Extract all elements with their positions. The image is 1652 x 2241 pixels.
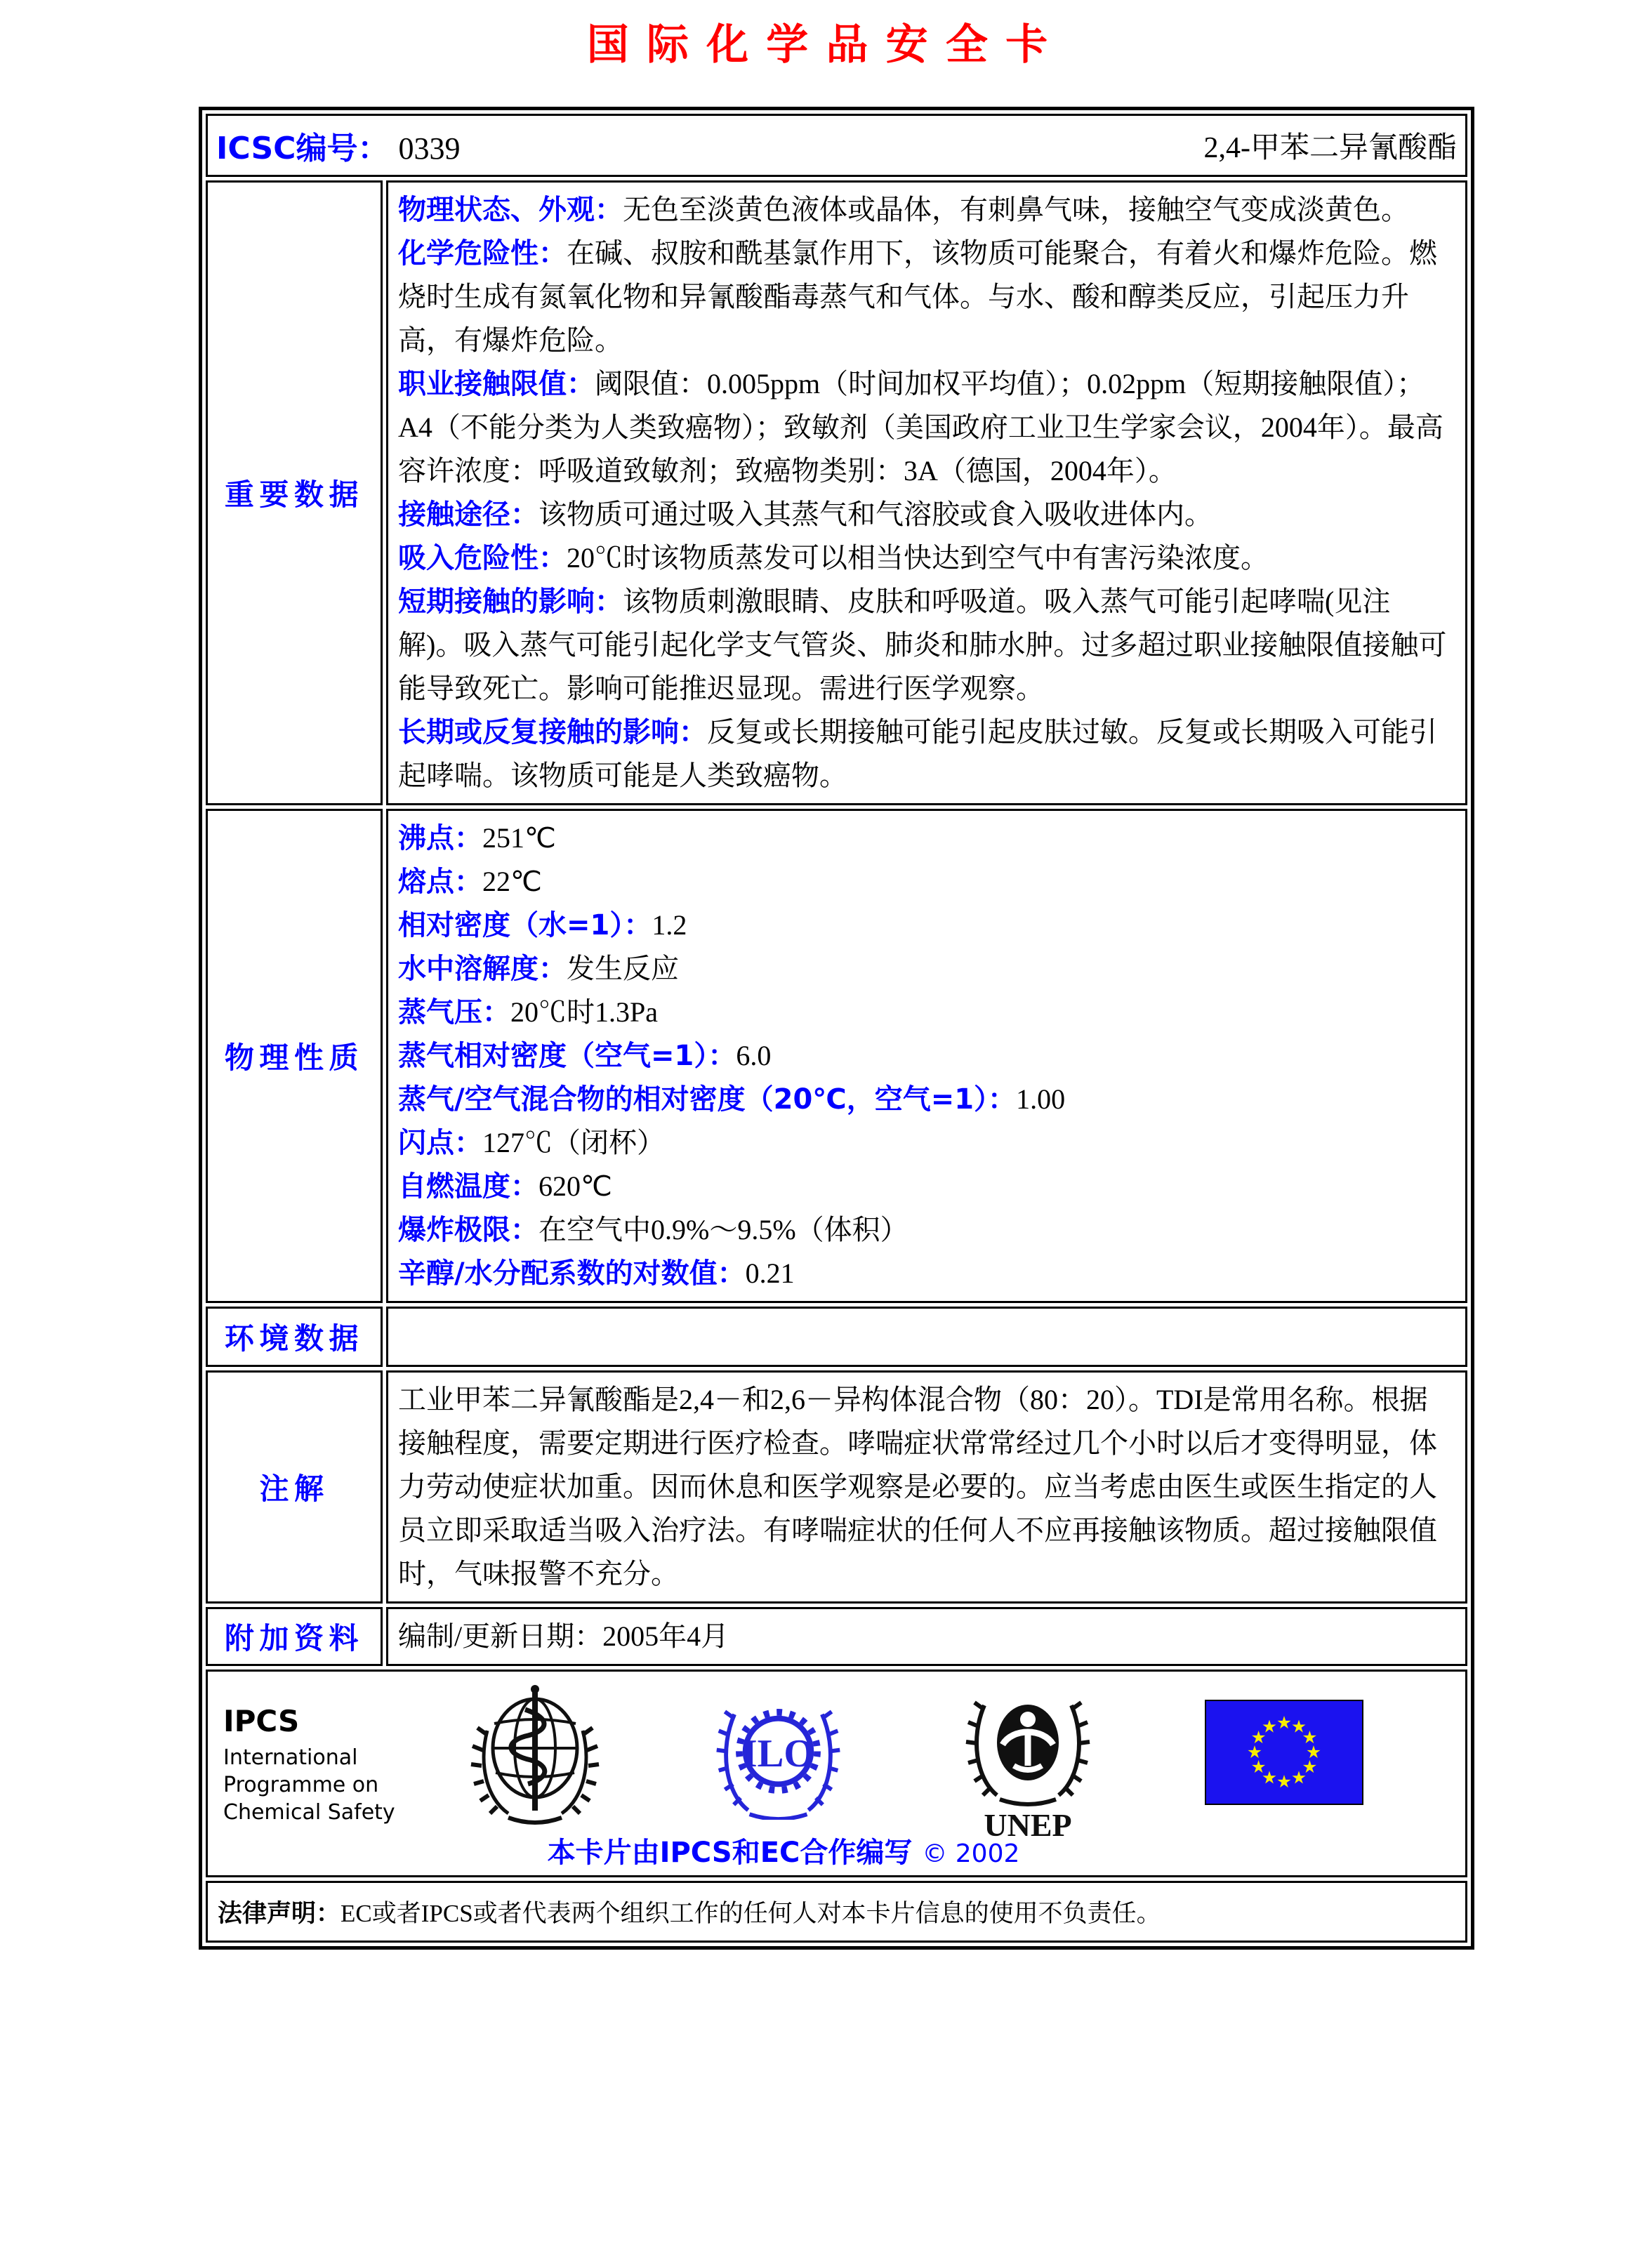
item-label: 吸入危险性： xyxy=(398,542,567,574)
important-data-row xyxy=(206,180,1467,805)
icsc-number-value: 0339 xyxy=(398,131,461,166)
important-data-item xyxy=(398,580,1455,710)
eu-flag xyxy=(1205,1700,1363,1805)
item-label: 短期接触的影响： xyxy=(398,586,623,618)
property-label: 蒸气/空气混合物的相对密度（20℃，空气=1）： xyxy=(398,1083,1017,1116)
property-value: 发生反应 xyxy=(567,953,679,984)
page-title: 国际化学品安全卡 xyxy=(586,20,1066,70)
property-label: 爆炸极限： xyxy=(398,1214,538,1246)
item-label: 长期或反复接触的影响： xyxy=(398,716,707,748)
property-value: 在空气中0.9%～9.5%（体积） xyxy=(538,1214,908,1245)
property-item xyxy=(398,1165,1455,1208)
legal-label: 法律声明： xyxy=(218,1900,341,1928)
item-label: 接触途径： xyxy=(398,498,538,531)
physical-properties-content xyxy=(386,809,1467,1303)
logos-row xyxy=(206,1670,1467,1877)
item-label: 化学危险性： xyxy=(398,237,567,270)
property-item xyxy=(398,947,1455,991)
ipcs-line: International xyxy=(223,1745,358,1770)
property-label: 沸点： xyxy=(398,822,482,854)
property-label: 闪点： xyxy=(398,1127,482,1159)
property-label: 相对密度（水=1）： xyxy=(398,909,652,941)
icsc-number-label: ICSC编号： xyxy=(216,131,389,166)
section-label-notes: 注解 xyxy=(206,1370,383,1604)
header-row xyxy=(206,114,1467,177)
notes-content: 工业甲苯二异氰酸酯是2,4－和2,6－异构体混合物（80：20）。TDI是常用名称。根据接触程度，需要定期进行医疗检查。哮喘症状常常经过几个小时以后才变得明显，体力劳动使症状加重。因而休息和医学观察是必要的。应当考虑由医生或医生指定的人员立即采取适当吸入治疗法。有哮喘症状的任何人不应再接触该物质。超过接触限值时，气味报警不充分。 xyxy=(386,1370,1467,1604)
property-item xyxy=(398,1208,1455,1252)
important-data-item xyxy=(398,232,1455,362)
property-value: 251℃ xyxy=(482,822,556,854)
ipcs-line: Chemical Safety xyxy=(223,1800,395,1825)
property-value: 620℃ xyxy=(538,1170,612,1202)
property-label: 蒸气相对密度（空气=1）： xyxy=(398,1040,736,1072)
additional-info-row xyxy=(206,1607,1467,1666)
who-logo xyxy=(465,1680,605,1827)
property-item xyxy=(398,817,1455,860)
icsc-number-group xyxy=(216,123,460,168)
property-item xyxy=(398,991,1455,1034)
item-text: 反复或长期接触可能引起皮肤过敏。反复或长期吸入可能引起哮喘。该物质可能是人类致癌物。 xyxy=(398,716,1437,791)
item-label: 职业接触限值： xyxy=(398,368,595,400)
physical-properties-row xyxy=(206,809,1467,1303)
property-value: 6.0 xyxy=(736,1040,772,1071)
eu-flag-stars xyxy=(1206,1701,1362,1804)
item-text: 该物质刺激眼睛、皮肤和呼吸道。吸入蒸气可能引起哮喘(见注解)。吸入蒸气可能引起化学支气管炎、肺炎和肺水肿。过多超过职业接触限值接触可能导致死亡。影响可能推迟显现。需进行医学观察。 xyxy=(398,586,1447,704)
item-text: 无色至淡黄色液体或晶体，有刺鼻气味，接触空气变成淡黄色。 xyxy=(623,194,1409,225)
property-item xyxy=(398,1252,1455,1295)
section-label-physical: 物理性质 xyxy=(206,809,383,1303)
property-value: 20℃时1.3Pa xyxy=(510,996,658,1028)
ipcs-line: Programme on xyxy=(223,1773,379,1797)
property-label: 熔点： xyxy=(398,866,482,898)
header-cell xyxy=(206,114,1467,177)
ipcs-acronym: IPCS xyxy=(223,1704,300,1738)
section-label-important: 重要数据 xyxy=(206,180,383,805)
important-data-item xyxy=(398,362,1455,493)
environment-row xyxy=(206,1307,1467,1367)
icsc-table xyxy=(199,107,1474,1950)
unep-logo xyxy=(958,1676,1098,1841)
important-data-item xyxy=(398,188,1455,232)
property-value: 127℃（闭杯） xyxy=(482,1127,665,1158)
item-text: 20℃时该物质蒸发可以相当快达到空气中有害污染浓度。 xyxy=(567,542,1269,574)
property-item xyxy=(398,1034,1455,1078)
item-text: 阈限值：0.005ppm（时间加权平均值）；0.02ppm（短期接触限值）；A4（不能分类为人类致癌物）；致敏剂（美国政府工业卫生学家会议，2004年）。最高容许浓度：呼吸道致敏剂；致癌物类别：3A（德国，2004年）。 xyxy=(398,368,1443,487)
property-label: 辛醇/水分配系数的对数值： xyxy=(398,1257,746,1290)
property-value: 1.00 xyxy=(1016,1083,1066,1115)
property-label: 蒸气压： xyxy=(398,996,510,1029)
item-text: 在碱、叔胺和酰基氯作用下，该物质可能聚合，有着火和爆炸危险。燃烧时生成有氮氧化物和异氰酸酯毒蒸气和气体。与水、酸和醇类反应，引起压力升高，有爆炸危险。 xyxy=(398,237,1437,356)
property-item xyxy=(398,860,1455,904)
property-item xyxy=(398,1121,1455,1165)
section-label-additional: 附加资料 xyxy=(206,1607,383,1666)
logos-cell xyxy=(206,1670,1467,1877)
unep-letters: UNEP xyxy=(984,1807,1072,1841)
property-item xyxy=(398,1078,1455,1121)
ilo-letters: ILO xyxy=(741,1731,815,1776)
property-label: 水中溶解度： xyxy=(398,953,567,985)
section-label-environment: 环境数据 xyxy=(206,1307,383,1367)
caption-text: 本卡片由IPCS和EC合作编写 xyxy=(547,1837,913,1869)
item-text: 该物质可通过吸入其蒸气和气溶胶或食入吸收进体内。 xyxy=(538,498,1212,530)
important-data-item xyxy=(398,536,1455,580)
property-item xyxy=(398,904,1455,947)
important-data-item xyxy=(398,710,1455,798)
ipcs-block xyxy=(223,1704,395,1826)
caption-copyright: © 2002 xyxy=(922,1839,1020,1868)
ilo-logo xyxy=(710,1683,847,1820)
legal-cell xyxy=(206,1881,1467,1943)
item-label: 物理状态、外观： xyxy=(398,194,623,226)
property-label: 自燃温度： xyxy=(398,1170,538,1203)
environment-content xyxy=(386,1307,1467,1367)
property-value: 0.21 xyxy=(745,1257,795,1289)
important-data-content xyxy=(386,180,1467,805)
chemical-name: 2,4-甲苯二异氰酸酯 xyxy=(1203,132,1457,164)
important-data-item xyxy=(398,493,1455,536)
legal-row xyxy=(206,1881,1467,1943)
property-value: 22℃ xyxy=(482,866,542,897)
cooperation-caption xyxy=(313,1830,1254,1870)
additional-info-content: 编制/更新日期：2005年4月 xyxy=(386,1607,1467,1666)
notes-row xyxy=(206,1370,1467,1604)
property-value: 1.2 xyxy=(652,909,687,941)
legal-text: EC或者IPCS或者代表两个组织工作的任何人对本卡片信息的使用不负责任。 xyxy=(341,1900,1161,1927)
